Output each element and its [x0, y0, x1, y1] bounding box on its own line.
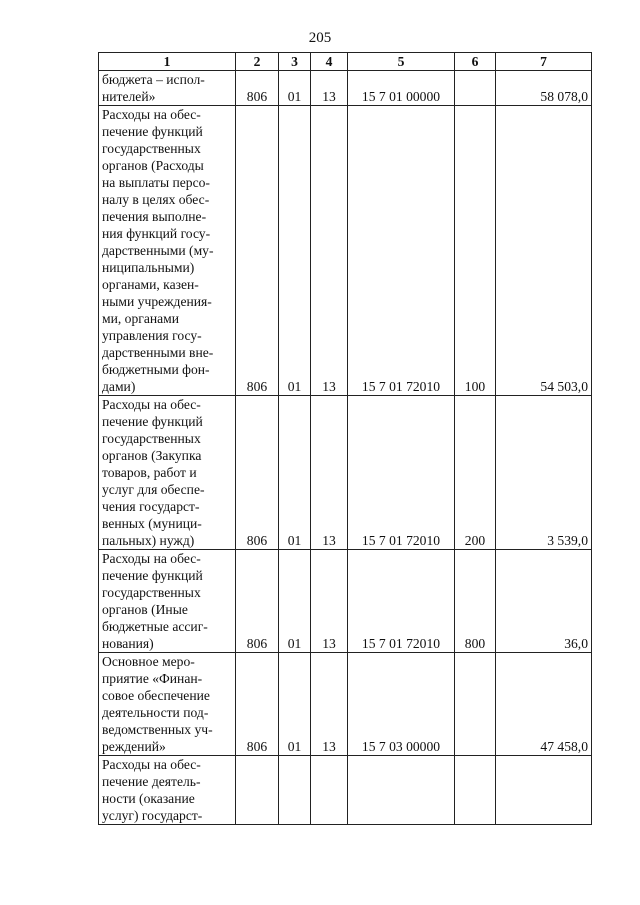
table-row: [99, 653, 592, 756]
row-grbs: 806: [236, 71, 279, 106]
row-rz: 01: [279, 653, 311, 756]
row-rz: 01: [279, 396, 311, 550]
row-grbs: 806: [236, 396, 279, 550]
row-sum: 54 503,0: [496, 106, 592, 396]
row-grbs: 806: [236, 106, 279, 396]
row-sum: 47 458,0: [496, 653, 592, 756]
row-csr: 15 7 01 00000: [348, 71, 455, 106]
row-grbs: 806: [236, 550, 279, 653]
row-csr: 15 7 01 72010: [348, 106, 455, 396]
header-col-4: 4: [311, 53, 348, 71]
header-col-5: 5: [348, 53, 455, 71]
header-col-6: 6: [455, 53, 496, 71]
table-row: [99, 106, 592, 396]
row-sum: [496, 756, 592, 825]
row-sum: 3 539,0: [496, 396, 592, 550]
row-csr: 15 7 03 00000: [348, 653, 455, 756]
row-pr: 13: [311, 106, 348, 396]
row-csr: [348, 756, 455, 825]
row-sum: 58 078,0: [496, 71, 592, 106]
row-name: Основное меро- приятие «Финан- совое обеспечение деятельности под- ведомственных уч- реждений»: [99, 653, 236, 756]
row-grbs: [236, 756, 279, 825]
row-vr: [455, 653, 496, 756]
row-grbs: 806: [236, 653, 279, 756]
header-col-7: 7: [496, 53, 592, 71]
row-pr: 13: [311, 653, 348, 756]
row-pr: [311, 756, 348, 825]
row-rz: 01: [279, 71, 311, 106]
row-rz: 01: [279, 550, 311, 653]
row-rz: [279, 756, 311, 825]
row-rz: 01: [279, 106, 311, 396]
row-name: Расходы на обес- печение функций государственных органов (Расходы на выплаты персо- налу в целях обес- печения выполне- ния функций госу- дарственными (му- ниципальными) органами, казен- ными учреждения- ми, органами управления госу- дарственными вне- бюджетными фон- дами): [99, 106, 236, 396]
table-row: [99, 71, 592, 106]
row-vr: 800: [455, 550, 496, 653]
row-vr: [455, 71, 496, 106]
header-col-1: 1: [99, 53, 236, 71]
row-name: Расходы на обес- печение деятель- ности (оказание услуг) государст-: [99, 756, 236, 825]
row-vr: 200: [455, 396, 496, 550]
row-sum: 36,0: [496, 550, 592, 653]
row-name: Расходы на обес- печение функций государственных органов (Закупка товаров, работ и услуг для обеспе- чения государст- венных (муници- пальных) нужд): [99, 396, 236, 550]
table-row: [99, 756, 592, 825]
header-row: [99, 53, 592, 71]
row-csr: 15 7 01 72010: [348, 396, 455, 550]
budget-table: [98, 52, 592, 825]
table-row: [99, 396, 592, 550]
row-pr: 13: [311, 396, 348, 550]
row-pr: 13: [311, 71, 348, 106]
row-csr: 15 7 01 72010: [348, 550, 455, 653]
header-col-3: 3: [279, 53, 311, 71]
row-name: Расходы на обес- печение функций государственных органов (Иные бюджетные ассиг- нования): [99, 550, 236, 653]
row-vr: [455, 756, 496, 825]
row-vr: 100: [455, 106, 496, 396]
table-row: [99, 550, 592, 653]
row-pr: 13: [311, 550, 348, 653]
header-col-2: 2: [236, 53, 279, 71]
page-number: 205: [308, 30, 332, 46]
row-name: бюджета – испол- нителей»: [99, 71, 236, 106]
